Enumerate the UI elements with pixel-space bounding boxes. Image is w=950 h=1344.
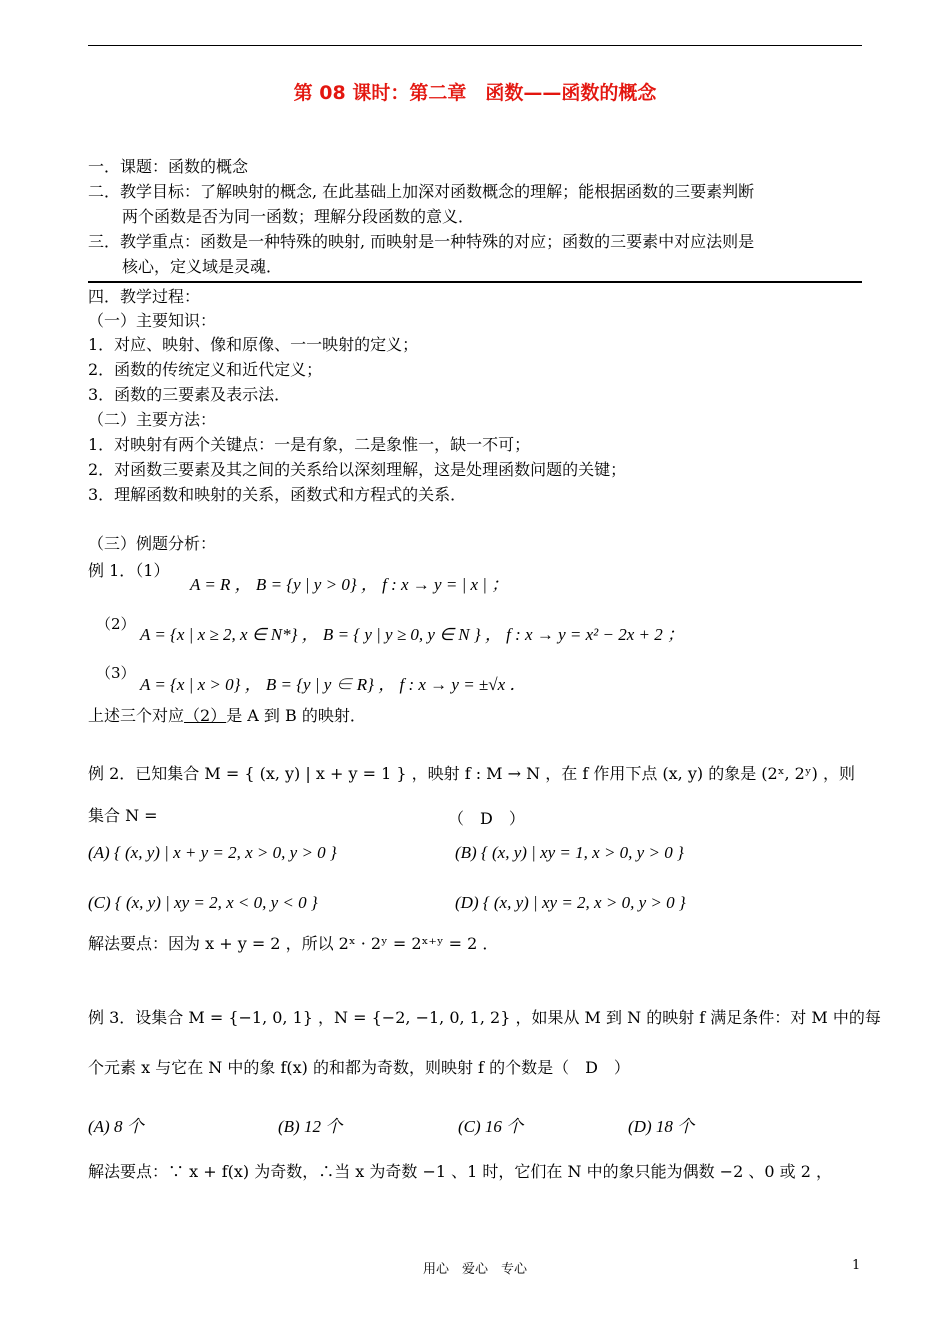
knowledge-heading: （一）主要知识：	[88, 311, 217, 330]
ex1-answer-choice: （2）	[184, 706, 227, 725]
ex2-option-b: (B) { (x, y) | xy = 1, x > 0, y > 0 }	[455, 843, 684, 862]
section-goals-line1: 二．教学目标：了解映射的概念, 在此基础上加深对函数概念的理解；能根据函数的三要素判断	[88, 182, 755, 201]
page-title: 第 08 课时：第二章 函数——函数的概念	[293, 82, 657, 104]
ex3-option-d: (D) 18 个	[628, 1117, 695, 1136]
methods-item-1: 1．对映射有两个关键点：一是有象，二是象惟一，缺一不可；	[88, 435, 531, 454]
section-process: 四．教学过程：	[88, 287, 201, 306]
examples-heading: （三）例题分析：	[88, 534, 217, 553]
knowledge-item-1: 1．对应、映射、像和原像、一一映射的定义；	[88, 335, 419, 354]
section-keypoints-line2: 核心，定义域是灵魂．	[122, 257, 283, 276]
ex2-option-a: (A) { (x, y) | x + y = 2, x > 0, y > 0 }	[88, 843, 337, 862]
section-goals-line2: 两个函数是否为同一函数；理解分段函数的意义．	[122, 207, 475, 226]
section-topic: 一．课题：函数的概念	[88, 157, 249, 176]
ex1-label: 例 1．（1）	[88, 561, 170, 580]
ex1-part2: A = {x | x ≥ 2, x ∈ N*} ， B = { y | y ≥ 0, y ∈ N } ， f : x → y = x² − 2x + 2 ；	[140, 625, 684, 644]
methods-item-2: 2．对函数三要素及其之间的关系给以深刻理解，这是处理函数问题的关键；	[88, 460, 627, 479]
methods-item-3: 3．理解函数和映射的关系，函数式和方程式的关系．	[88, 485, 467, 504]
ex1-part3: A = {x | x > 0} ， B = {y | y ∈ R} ， f : x → y = ±√x ．	[140, 675, 527, 694]
ex2-question-line2: 集合 N =	[88, 806, 158, 825]
ex3-question-line2: 个元素 x 与它在 N 中的象 f(x) 的和都为奇数，则映射 f 的个数是（ D ）	[88, 1058, 630, 1077]
top-rule	[88, 45, 862, 46]
ex2-option-c: (C) { (x, y) | xy = 2, x < 0, y < 0 }	[88, 893, 318, 912]
ex1-part2-label: （2）	[96, 615, 136, 633]
knowledge-item-3: 3．函数的三要素及表示法．	[88, 385, 291, 404]
ex1-answer	[88, 706, 366, 726]
ex1-part3-label: （3）	[96, 664, 136, 682]
page-footer: 用心 爱心 专心	[422, 1262, 527, 1277]
ex2-option-d: (D) { (x, y) | xy = 2, x > 0, y > 0 }	[455, 893, 686, 912]
methods-heading: （二）主要方法：	[88, 410, 217, 429]
knowledge-item-2: 2．函数的传统定义和近代定义；	[88, 360, 323, 379]
ex3-option-a: (A) 8 个	[88, 1117, 144, 1136]
section-keypoints-line1: 三．教学重点：函数是一种特殊的映射, 而映射是一种特殊的对应；函数的三要素中对应法则是	[88, 232, 755, 251]
ex1-part1: A = R ， B = {y | y > 0} ， f : x → y = | x | ；	[190, 575, 509, 594]
section-rule	[88, 281, 862, 283]
ex3-option-b: (B) 12 个	[278, 1117, 343, 1136]
ex3-solution: 解法要点：∵ x + f(x) 为奇数，∴当 x 为奇数 −1 、1 时，它们在 N 中的象只能为偶数 −2 、0 或 2 ，	[88, 1162, 832, 1181]
ex2-answer-paren: （ D ）	[448, 809, 525, 828]
ex3-option-c: (C) 16 个	[458, 1117, 524, 1136]
ex1-answer-prefix: 上述三个对应	[88, 706, 185, 725]
ex2-solution: 解法要点：因为 x + y = 2 ，所以 2ˣ · 2ʸ = 2ˣ⁺ʸ = 2 ．	[88, 934, 499, 953]
ex1-answer-suffix: 是 A 到 B 的映射．	[226, 706, 366, 725]
ex2-question-line1: 例 2．已知集合 M = { (x, y) | x + y = 1 } ，映射 f : M → N ，在 f 作用下点 (x, y) 的象是 (2ˣ, 2ʸ) ，则	[88, 764, 855, 783]
page-number: 1	[852, 1258, 861, 1273]
ex3-question-line1: 例 3．设集合 M = {−1, 0, 1} ，N = {−2, −1, 0, 1, 2} ，如果从 M 到 N 的映射 f 满足条件：对 M 中的每	[88, 1008, 881, 1027]
